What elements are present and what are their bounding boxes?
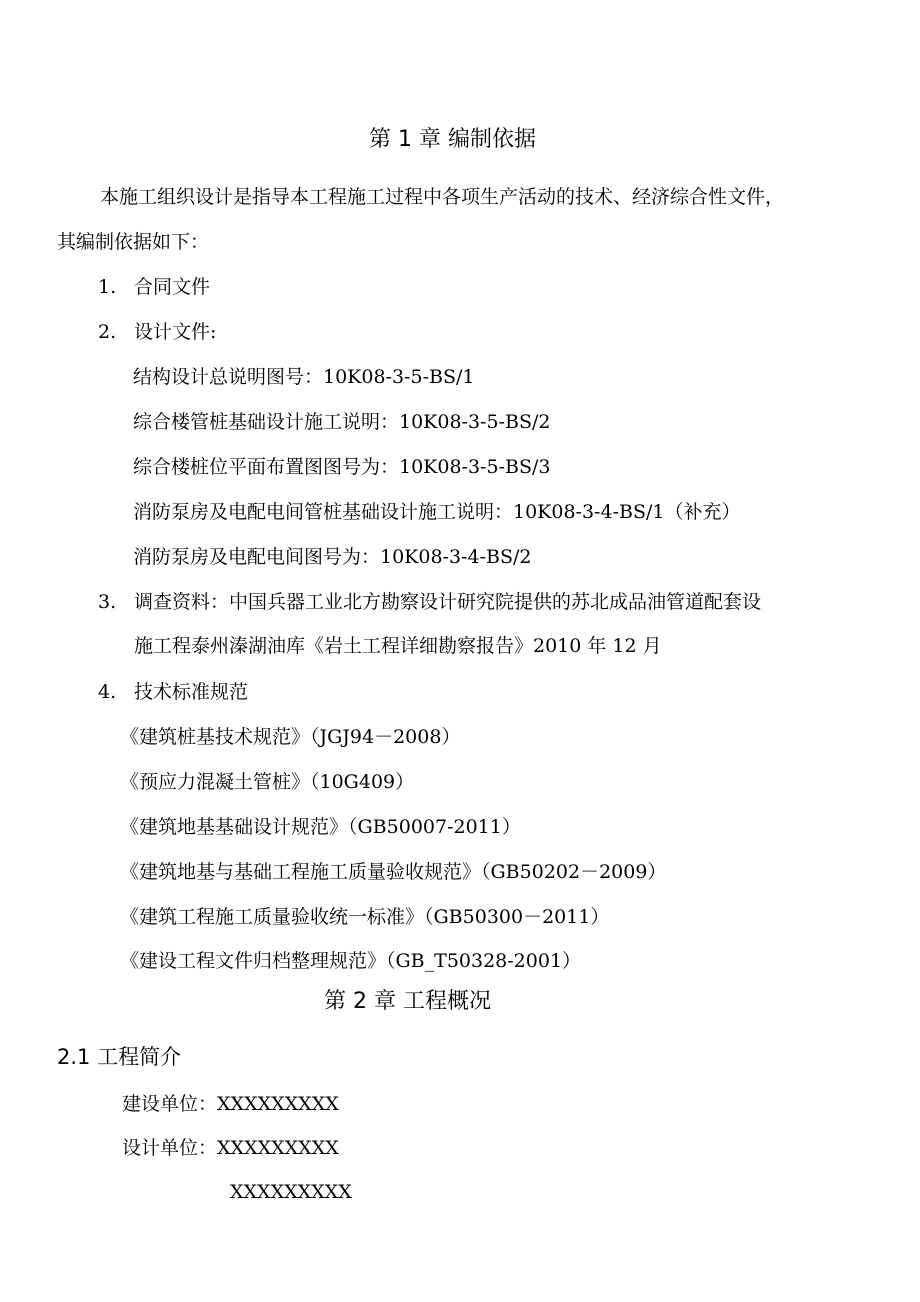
field-owner [122, 1092, 339, 1116]
chapter-1-title: 第 1 章 编制依据 [369, 127, 536, 152]
list-text: 技术标准规范 [134, 681, 249, 703]
standard-6: 《建设工程文件归档整理规范》（GB_T50328-2001） [120, 950, 582, 972]
list-text: 调查资料：中国兵器工业北方勘察设计研究院提供的苏北成品油管道配套设 [134, 591, 762, 613]
list-number: 1. [98, 276, 117, 298]
list-text: 设计文件: [134, 321, 217, 343]
list-number: 4. [98, 681, 117, 703]
list-number: 3. [98, 591, 117, 613]
chapter-2-title: 第 2 章 工程概况 [324, 989, 491, 1014]
list-item-contract [98, 275, 210, 299]
design-doc-1: 结构设计总说明图号：10K08-3-5-BS/1 [133, 366, 475, 388]
field-value: XXXXXXXXX [230, 1181, 352, 1203]
field-value: XXXXXXXXX [217, 1137, 339, 1159]
standard-2: 《预应力混凝土管桩》（10G409） [120, 771, 415, 793]
list-item-standards [98, 680, 248, 704]
list-item-design-docs [98, 320, 216, 344]
intro-paragraph-line-1: 本施工组织设计是指导本工程施工过程中各项生产活动的技术、经济综合性文件， [100, 186, 785, 208]
field-label: 设计单位： [122, 1137, 218, 1159]
design-doc-4: 消防泵房及电配电间管桩基础设计施工说明：10K08-3-4-BS/1（补充） [133, 501, 741, 523]
design-doc-5: 消防泵房及电配电间图号为：10K08-3-4-BS/2 [133, 546, 532, 568]
field-designer [122, 1136, 339, 1160]
list-number: 2. [98, 321, 117, 343]
field-extra [230, 1180, 352, 1204]
section-2-1-title: 2.1 工程简介 [57, 1045, 182, 1069]
list-item-survey [98, 590, 761, 614]
design-doc-2: 综合楼管桩基础设计施工说明：10K08-3-5-BS/2 [133, 411, 551, 433]
standard-1: 《建筑桩基技术规范》（JGJ94－2008） [120, 726, 461, 748]
field-value: XXXXXXXXX [217, 1093, 339, 1115]
standard-5: 《建筑工程施工质量验收统一标准》（GB50300－2011） [120, 906, 610, 928]
list-item-survey-continued: 施工程泰州溱湖油库《岩土工程详细勘察报告》2010 年 12 月 [134, 635, 662, 657]
list-text: 合同文件 [134, 276, 211, 298]
standard-4: 《建筑地基与基础工程施工质量验收规范》（GB50202－2009） [120, 861, 667, 883]
intro-paragraph-line-2: 其编制依据如下： [57, 231, 210, 253]
design-doc-3: 综合楼桩位平面布置图图号为：10K08-3-5-BS/3 [133, 456, 551, 478]
field-label: 建设单位： [122, 1093, 218, 1115]
standard-3: 《建筑地基基础设计规范》（GB50007-2011） [120, 816, 521, 838]
